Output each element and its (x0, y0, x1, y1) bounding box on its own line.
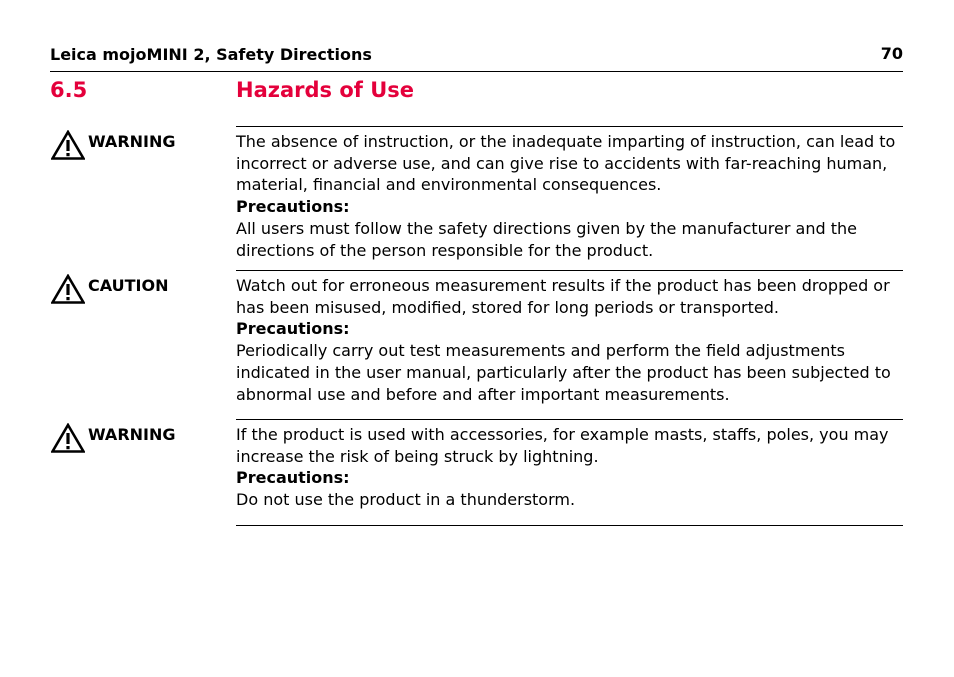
warning-triangle-icon (51, 274, 85, 304)
hazard-body-2 (236, 270, 903, 405)
hazard-type-label: CAUTION (88, 276, 169, 295)
page-header (50, 44, 903, 72)
hazard-label-1 (50, 126, 230, 160)
precautions-text: All users must follow the safety directions given by the manufacturer and the directions of the person responsible for the product. (236, 218, 857, 260)
precautions-heading: Precautions: (236, 319, 350, 339)
hazard-body-1 (236, 126, 903, 261)
warning-triangle-icon (51, 423, 85, 453)
hazard-description: If the product is used with accessories, for example masts, staffs, poles, you may increase the risk of being struck by lightning. (236, 425, 889, 466)
section-number: 6.5 (50, 78, 88, 102)
page-number: 70 (880, 44, 903, 63)
hazard-body-3 (236, 419, 903, 511)
warning-triangle-icon (51, 130, 85, 160)
hazard-description: Watch out for erroneous measurement results if the product has been dropped or has been misused, modified, stored for long periods or transported. (236, 276, 890, 317)
document-title: Leica mojoMINI 2, Safety Directions (50, 45, 372, 64)
precautions-heading: Precautions: (236, 468, 350, 488)
precautions-text: Periodically carry out test measurements and perform the field adjustments indicated in the user manual, particularly after the product has been subjected to abnormal use and before and after important measurements. (236, 341, 891, 404)
section-end-rule (236, 525, 903, 526)
precautions-heading: Precautions: (236, 197, 350, 217)
precautions-text: Do not use the product in a thunderstorm. (236, 490, 576, 510)
section-title: Hazards of Use (236, 78, 415, 102)
hazard-type-label: WARNING (88, 132, 176, 151)
hazard-description: The absence of instruction, or the inadequate imparting of instruction, can lead to incorrect or adverse use, and can give rise to accidents with far-reaching human, material, financial and environmental consequences. (236, 132, 896, 195)
hazard-type-label: WARNING (88, 425, 176, 444)
hazard-label-2 (50, 270, 230, 304)
hazard-label-3 (50, 419, 230, 453)
